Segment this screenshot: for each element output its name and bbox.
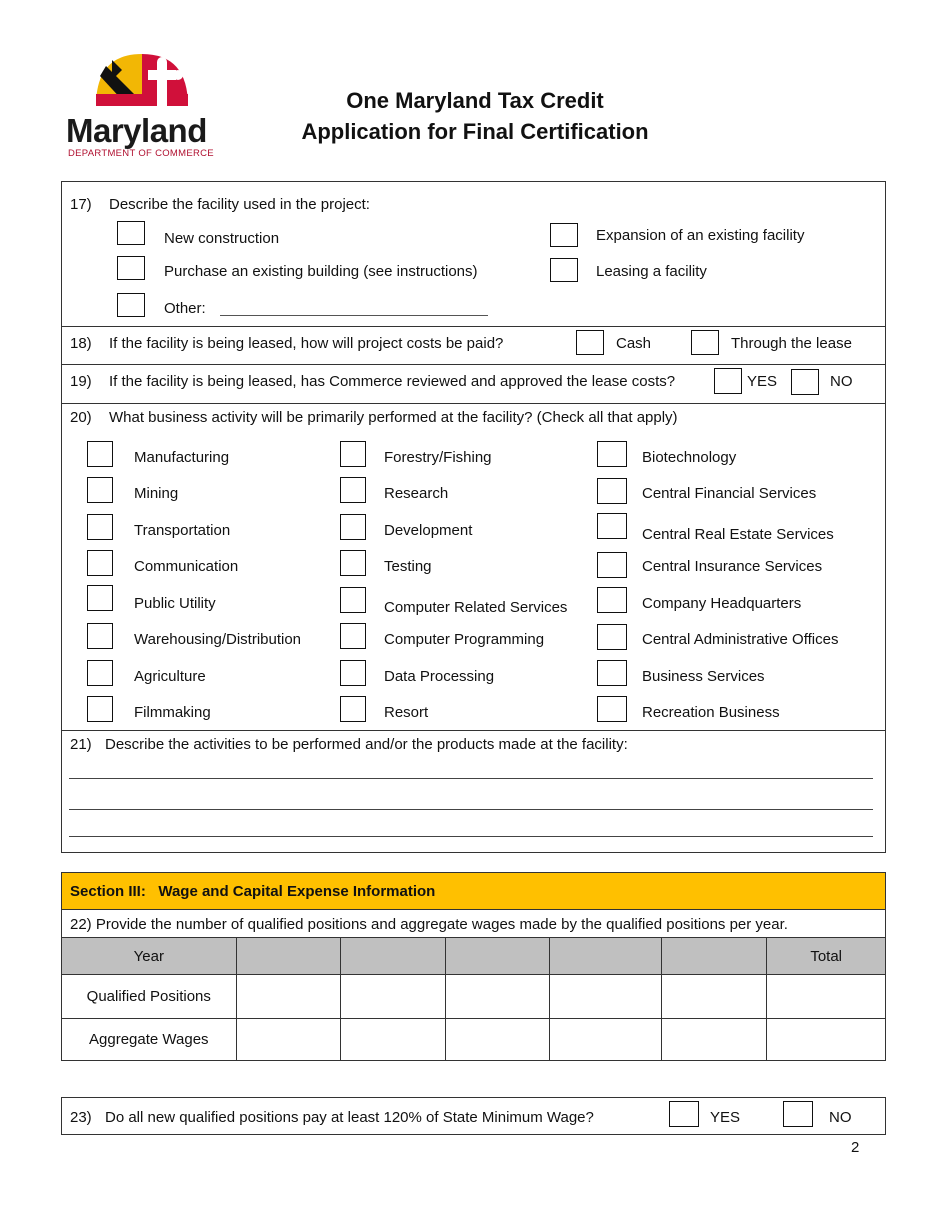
question-17-number: 17) (70, 196, 92, 213)
leasing-checkbox[interactable] (550, 258, 578, 282)
wage-table (61, 937, 886, 1061)
q23-yes-label: YES (710, 1109, 741, 1126)
activity-label: Testing (384, 558, 432, 575)
new-construction-checkbox[interactable] (117, 221, 145, 245)
page-title: One Maryland Tax Credit (346, 88, 604, 113)
cash-checkbox[interactable] (576, 330, 604, 355)
activity-label: Resort (384, 704, 429, 721)
activity-label: Central Insurance Services (642, 558, 823, 575)
activity-checkbox[interactable] (597, 552, 627, 578)
wages-total-cell[interactable] (767, 1019, 886, 1061)
question-22-text: 22) Provide the number of qualified positions and aggregate wages made by the qualified positions per year. (70, 916, 788, 933)
activity-label: Business Services (642, 668, 765, 685)
wages-cell[interactable] (550, 1019, 662, 1061)
activity-checkbox[interactable] (340, 477, 366, 503)
activity-label: Computer Programming (384, 631, 545, 648)
year-cell[interactable] (445, 938, 550, 975)
year-cell[interactable] (236, 938, 341, 975)
wages-cell[interactable] (661, 1019, 767, 1061)
activity-checkbox[interactable] (340, 623, 366, 649)
through-lease-checkbox[interactable] (691, 330, 719, 355)
question-21-text: Describe the activities to be performed and/or the products made at the facility: (105, 736, 628, 753)
activity-label: Research (384, 485, 449, 502)
q23-no-label: NO (829, 1109, 852, 1126)
activity-label: Data Processing (384, 668, 495, 685)
activity-checkbox[interactable] (340, 587, 366, 613)
leasing-label: Leasing a facility (596, 263, 707, 280)
question-23-number: 23) (70, 1109, 92, 1126)
positions-cell[interactable] (550, 975, 662, 1019)
question-18-number: 18) (70, 335, 92, 352)
q19-yes-label: YES (747, 373, 778, 390)
new-construction-label: New construction (164, 230, 280, 247)
activity-label: Development (384, 522, 473, 539)
activity-label: Forestry/Fishing (384, 449, 492, 466)
wages-cell[interactable] (445, 1019, 550, 1061)
page-number: 2 (851, 1139, 860, 1156)
activity-checkbox[interactable] (597, 513, 627, 539)
question-18-text: If the facility is being leased, how will project costs be paid? (109, 335, 504, 352)
activity-checkbox[interactable] (340, 550, 366, 576)
other-label: Other: (164, 300, 206, 317)
positions-cell[interactable] (236, 975, 341, 1019)
activity-label: Central Administrative Offices (642, 631, 839, 648)
year-cell[interactable] (341, 938, 446, 975)
activity-checkbox[interactable] (340, 514, 366, 540)
activity-label: Recreation Business (642, 704, 780, 721)
q19-no-checkbox[interactable] (791, 369, 819, 395)
activity-label: Central Financial Services (642, 485, 817, 502)
divider (61, 326, 886, 327)
purchase-building-checkbox[interactable] (117, 256, 145, 280)
activity-checkbox[interactable] (87, 550, 113, 576)
activity-checkbox[interactable] (597, 624, 627, 650)
activity-checkbox[interactable] (597, 441, 627, 467)
question-19-number: 19) (70, 373, 92, 390)
purchase-building-label: Purchase an existing building (see instructions) (164, 263, 478, 280)
activity-checkbox[interactable] (597, 696, 627, 722)
section-3-title: Section III: Wage and Capital Expense Information (70, 883, 436, 900)
answer-line[interactable] (69, 836, 873, 837)
cash-label: Cash (616, 335, 652, 352)
wages-cell[interactable] (236, 1019, 341, 1061)
year-cell[interactable] (661, 938, 767, 975)
activity-checkbox[interactable] (87, 477, 113, 503)
positions-cell[interactable] (341, 975, 446, 1019)
answer-line[interactable] (69, 809, 873, 810)
maryland-logo (66, 50, 222, 162)
activity-label: Public Utility (134, 595, 216, 612)
activity-checkbox[interactable] (87, 623, 113, 649)
logo-subtitle: DEPARTMENT OF COMMERCE (68, 148, 214, 159)
activity-checkbox[interactable] (87, 514, 113, 540)
activity-checkbox[interactable] (340, 441, 366, 467)
activity-label: Communication (134, 558, 239, 575)
divider (61, 364, 886, 365)
activity-checkbox[interactable] (597, 478, 627, 504)
question-20-number: 20) (70, 409, 92, 426)
other-checkbox[interactable] (117, 293, 145, 317)
other-input-line[interactable] (220, 315, 488, 316)
activity-label: Central Real Estate Services (642, 526, 834, 543)
activity-checkbox[interactable] (87, 585, 113, 611)
q19-no-label: NO (830, 373, 853, 390)
question-20-text: What business activity will be primarily performed at the facility? (Check all that apply) (109, 409, 678, 426)
total-header: Total (767, 938, 886, 975)
question-21-number: 21) (70, 736, 92, 753)
activity-label: Filmmaking (134, 704, 211, 721)
positions-total-cell[interactable] (767, 975, 886, 1019)
year-cell[interactable] (550, 938, 662, 975)
wages-cell[interactable] (341, 1019, 446, 1061)
activity-label: Mining (134, 485, 179, 502)
activity-label: Computer Related Services (384, 599, 568, 616)
activity-label: Agriculture (134, 668, 206, 685)
q23-yes-checkbox[interactable] (669, 1101, 699, 1127)
activity-label: Company Headquarters (642, 595, 802, 612)
divider (61, 403, 886, 404)
activity-checkbox[interactable] (597, 660, 627, 686)
positions-cell[interactable] (445, 975, 550, 1019)
expansion-label: Expansion of an existing facility (596, 227, 805, 244)
maryland-flag-logo-icon (94, 50, 194, 114)
logo-wordmark: Maryland (66, 112, 207, 149)
positions-cell[interactable] (661, 975, 767, 1019)
activity-checkbox[interactable] (597, 587, 627, 613)
activity-checkbox[interactable] (87, 696, 113, 722)
q19-yes-checkbox[interactable] (714, 368, 742, 394)
aggregate-wages-label: Aggregate Wages (62, 1019, 237, 1061)
q23-no-checkbox[interactable] (783, 1101, 813, 1127)
question-23-text: Do all new qualified positions pay at least 120% of State Minimum Wage? (105, 1109, 594, 1126)
activity-label: Biotechnology (642, 449, 737, 466)
question-19-text: If the facility is being leased, has Commerce reviewed and approved the lease costs? (109, 373, 676, 390)
divider (61, 730, 886, 731)
qualified-positions-label: Qualified Positions (62, 975, 237, 1019)
activity-checkbox[interactable] (87, 441, 113, 467)
activity-label: Transportation (134, 522, 231, 539)
activity-checkbox[interactable] (340, 660, 366, 686)
year-header: Year (62, 938, 237, 975)
page-subtitle: Application for Final Certification (301, 119, 649, 144)
activity-label: Manufacturing (134, 449, 230, 466)
expansion-checkbox[interactable] (550, 223, 578, 247)
answer-line[interactable] (69, 778, 873, 779)
through-lease-label: Through the lease (731, 335, 852, 352)
activity-label: Warehousing/Distribution (134, 631, 302, 648)
activity-checkbox[interactable] (87, 660, 113, 686)
question-17-text: Describe the facility used in the project: (109, 196, 370, 213)
activity-checkbox[interactable] (340, 696, 366, 722)
